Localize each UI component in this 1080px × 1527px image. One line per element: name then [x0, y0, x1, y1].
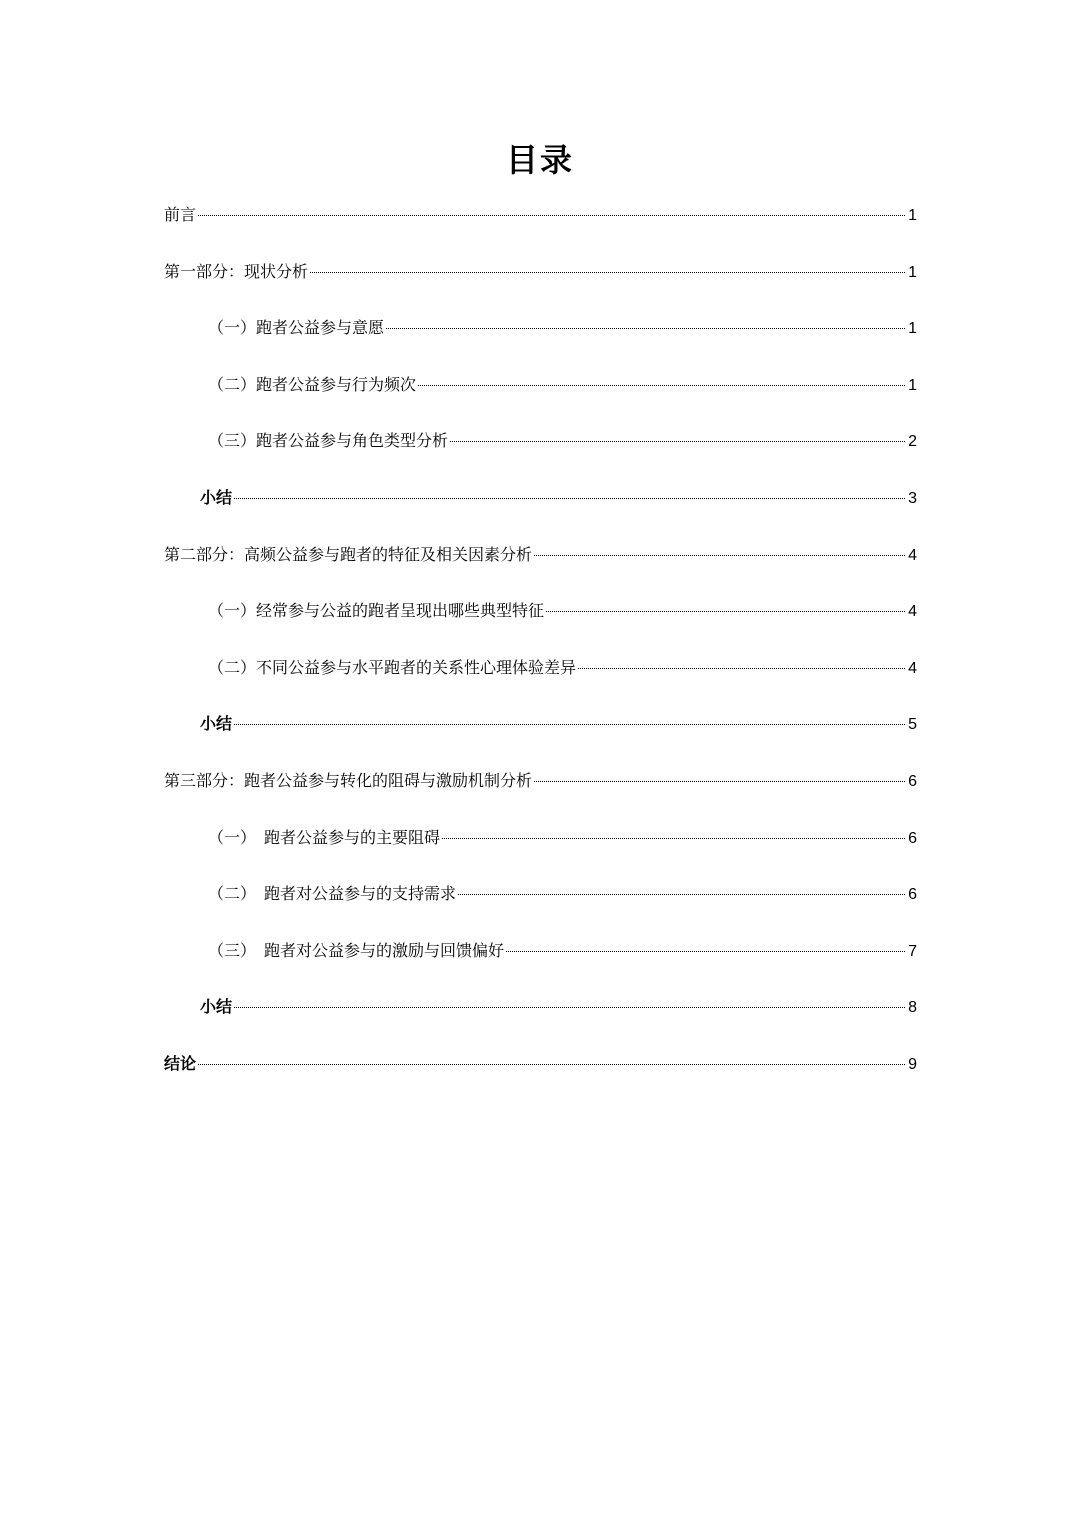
toc-entry-text: 结论 [164, 1053, 197, 1073]
toc-page-number: 8 [908, 999, 917, 1017]
toc-entry-part-1[interactable] [164, 253, 917, 310]
toc-entry-part-1-summary[interactable] [164, 479, 917, 536]
toc-entry-text: （三） 跑者对公益参与的激励与回馈偏好 [208, 940, 505, 960]
toc-entry-text: （三）跑者公益参与角色类型分析 [208, 431, 449, 451]
toc-entry-part-1-section-2[interactable] [164, 366, 917, 423]
dot-leader [506, 951, 905, 952]
table-of-contents [164, 196, 917, 1102]
toc-entry-text: 第二部分：高频公益参与跑者的特征及相关因素分析 [164, 544, 533, 564]
dot-leader [534, 781, 905, 782]
toc-entry-text: （一） 跑者公益参与的主要阻碍 [208, 827, 441, 847]
toc-page-number: 4 [908, 659, 917, 677]
dot-leader [534, 555, 905, 556]
toc-entry-part-2-summary[interactable] [164, 705, 917, 762]
toc-page-number: 7 [908, 942, 917, 960]
toc-page-number: 1 [908, 320, 917, 338]
toc-entry-part-2-section-1[interactable] [164, 592, 917, 649]
toc-entry-part-1-section-1[interactable] [164, 309, 917, 366]
toc-page-number: 9 [908, 1055, 917, 1073]
toc-page-number: 1 [908, 376, 917, 394]
toc-page-number: 4 [908, 546, 917, 564]
toc-entry-text: 第三部分：跑者公益参与转化的阻碍与激励机制分析 [164, 770, 533, 790]
toc-page-number: 6 [908, 829, 917, 847]
toc-page-number: 6 [908, 772, 917, 790]
toc-entry-text: （二） 跑者对公益参与的支持需求 [208, 884, 457, 904]
toc-page-number: 1 [908, 263, 917, 281]
toc-entry-conclusion[interactable] [164, 1045, 917, 1102]
toc-entry-text: （一）经常参与公益的跑者呈现出哪些典型特征 [208, 601, 545, 621]
dot-leader [546, 611, 905, 612]
toc-entry-text: 前言 [164, 205, 197, 224]
dot-leader [418, 385, 905, 386]
dot-leader [198, 1064, 905, 1065]
dot-leader [458, 894, 905, 895]
toc-entry-text: 小结 [200, 487, 233, 507]
toc-page-number: 3 [908, 489, 917, 507]
toc-entry-part-1-section-3[interactable] [164, 422, 917, 479]
dot-leader [386, 328, 905, 329]
toc-entry-part-3[interactable] [164, 762, 917, 819]
toc-entry-text: 小结 [200, 714, 233, 734]
dot-leader [234, 498, 905, 499]
toc-page-number: 4 [908, 603, 917, 621]
toc-entry-text: （一）跑者公益参与意愿 [208, 318, 385, 338]
toc-page-number: 1 [908, 207, 917, 224]
toc-entry-text: 小结 [200, 997, 233, 1017]
toc-entry-part-3-section-3[interactable] [164, 932, 917, 989]
toc-entry-text: （二）跑者公益参与行为频次 [208, 374, 417, 394]
page-title: 目录 [505, 141, 574, 179]
dot-leader [450, 441, 905, 442]
toc-entry-text: 第一部分：现状分析 [164, 261, 309, 281]
toc-entry-part-3-section-1[interactable] [164, 819, 917, 876]
toc-page-number: 2 [908, 433, 917, 451]
dot-leader [198, 215, 905, 216]
dot-leader [578, 668, 905, 669]
toc-page-number: 6 [908, 886, 917, 904]
toc-page-number: 5 [908, 716, 917, 734]
dot-leader [234, 1007, 905, 1008]
dot-leader [234, 724, 905, 725]
toc-entry-text: （二）不同公益参与水平跑者的关系性心理体验差异 [208, 657, 577, 677]
dot-leader [310, 272, 905, 273]
toc-entry-part-2-section-2[interactable] [164, 649, 917, 706]
toc-entry-part-2[interactable] [164, 536, 917, 593]
toc-entry-preface[interactable] [164, 196, 917, 253]
toc-entry-part-3-section-2[interactable] [164, 875, 917, 932]
toc-entry-part-3-summary[interactable] [164, 988, 917, 1045]
dot-leader [442, 838, 905, 839]
